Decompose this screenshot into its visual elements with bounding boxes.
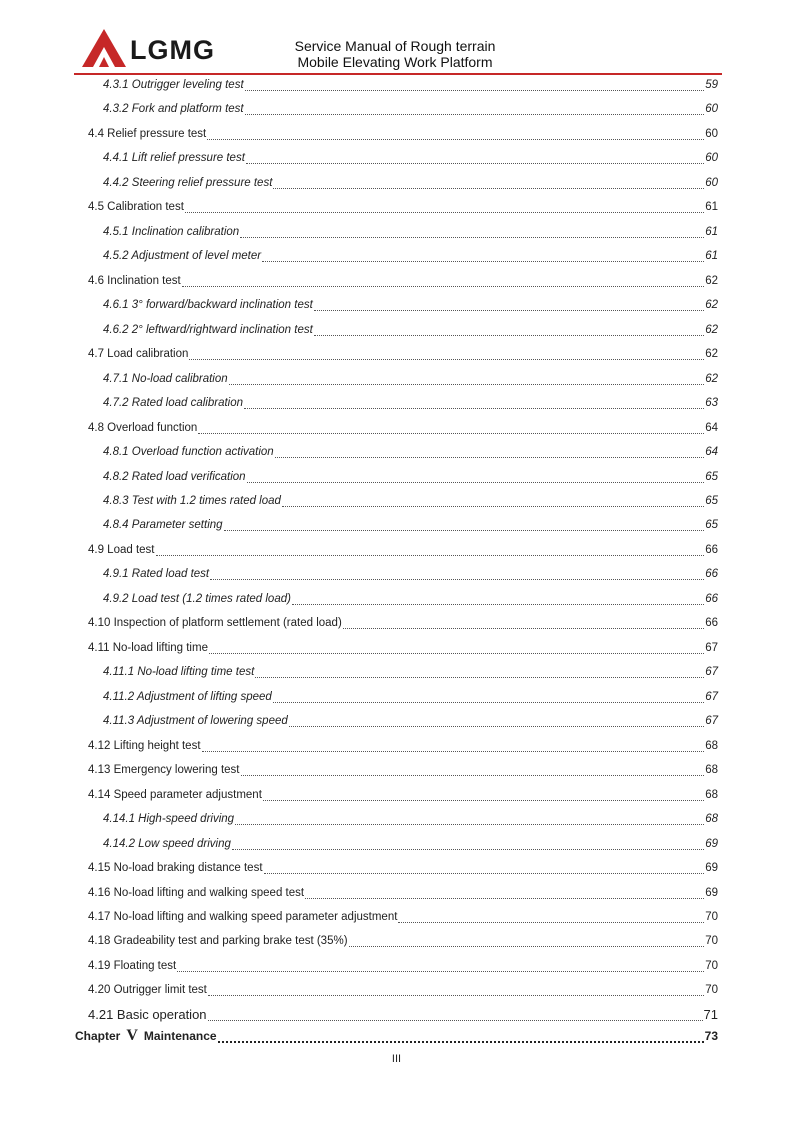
toc-entry[interactable] — [88, 739, 718, 753]
toc-page-number: 69 — [705, 837, 718, 850]
toc-leader-dots — [177, 962, 704, 972]
toc-leader-dots — [156, 546, 705, 556]
toc-entry[interactable] — [88, 543, 718, 557]
toc-entry-title: 4.11.3 Adjustment of lowering speed — [103, 715, 288, 728]
toc-page-number: 67 — [705, 715, 718, 728]
toc-entry[interactable] — [103, 372, 718, 386]
toc-entry-title: 4.13 Emergency lowering test — [88, 764, 240, 777]
toc-page-number: 61 — [705, 250, 718, 263]
toc-page-number: 66 — [705, 568, 718, 581]
toc-entry-title: 4.6.2 2° leftward/rightward inclination test — [103, 323, 313, 336]
toc-entry-title: 4.8.2 Rated load verification — [103, 470, 246, 483]
toc-leader-dots — [398, 913, 704, 923]
toc-page-number: 68 — [705, 788, 718, 801]
toc-entry[interactable] — [88, 763, 718, 777]
toc-entry-title: 4.3.1 Outrigger leveling test — [103, 79, 244, 91]
toc-leader-dots — [232, 840, 704, 850]
toc-entry-title: 4.5.1 Inclination calibration — [103, 225, 240, 238]
toc-entry[interactable] — [103, 176, 718, 190]
toc-entry-title: 4.5.2 Adjustment of level meter — [103, 250, 262, 263]
toc-entry-title: 4.19 Floating test — [88, 959, 177, 972]
toc-entry-title: 4.4.1 Lift relief pressure test — [103, 152, 245, 165]
toc-chapter-entry[interactable] — [75, 1029, 718, 1043]
toc-leader-dots — [244, 399, 704, 409]
toc-entry[interactable] — [103, 323, 718, 337]
toc-entry[interactable] — [103, 445, 718, 459]
toc-leader-dots — [247, 473, 705, 483]
toc-entry-title: 4.9.2 Load test (1.2 times rated load) — [103, 592, 291, 605]
toc-entry-title: 4.16 No-load lifting and walking speed test — [88, 886, 305, 899]
toc-page-number: 63 — [705, 397, 718, 410]
toc-leader-dots — [202, 742, 705, 752]
toc-entry-title: 4.3.2 Fork and platform test — [103, 103, 244, 116]
toc-entry-title: 4.9.1 Rated load test — [103, 568, 210, 581]
toc-page-number: 65 — [705, 519, 718, 532]
toc-page-number: 70 — [705, 935, 718, 948]
toc-entry-title: 4.8.4 Parameter setting — [103, 519, 223, 532]
toc-page-number: 64 — [705, 421, 718, 434]
toc-leader-dots — [314, 326, 704, 336]
toc-entry[interactable] — [103, 249, 718, 263]
toc-page-number: 61 — [705, 225, 718, 238]
toc-entry-title: 4.7.1 No-load calibration — [103, 372, 228, 385]
toc-page-number: 65 — [705, 494, 718, 507]
toc-page-number: 61 — [705, 201, 718, 214]
toc-entry-title: 4.21 Basic operation — [88, 1006, 207, 1022]
toc-entry[interactable] — [88, 983, 718, 997]
toc-entry[interactable] — [103, 470, 718, 484]
toc-entry[interactable] — [103, 494, 718, 508]
toc-page-number: 69 — [705, 886, 718, 899]
toc-entry[interactable] — [103, 102, 718, 116]
toc-page-number: 70 — [705, 959, 718, 972]
toc-leader-dots — [198, 424, 704, 434]
toc-leader-dots — [229, 375, 705, 385]
toc-leader-dots — [314, 301, 704, 311]
toc-entry-title: 4.20 Outrigger limit test — [88, 984, 207, 997]
toc-leader-dots — [343, 619, 704, 629]
toc-page-number: 66 — [705, 543, 718, 556]
toc-entry-title: 4.11.2 Adjustment of lifting speed — [103, 690, 272, 703]
toc-leader-dots — [349, 937, 705, 947]
toc-entry[interactable] — [88, 934, 718, 948]
toc-page-number: 60 — [705, 152, 718, 165]
toc-leader-dots — [240, 228, 704, 238]
toc-entry-title: 4.9 Load test — [88, 543, 155, 556]
toc-leader-dots — [208, 1011, 703, 1021]
toc-entry[interactable] — [88, 788, 718, 802]
toc-leader-dots — [210, 570, 704, 580]
toc-page-number: 60 — [705, 176, 718, 189]
toc-entry-title: 4.7 Load calibration — [88, 348, 189, 361]
toc-page-number: 62 — [705, 299, 718, 312]
toc-page-number: 69 — [705, 862, 718, 875]
toc-entry[interactable] — [103, 837, 718, 851]
toc-page-number: 62 — [705, 348, 718, 361]
toc-entry[interactable] — [88, 910, 718, 924]
toc-entry[interactable] — [103, 298, 718, 312]
toc-entry-title: 4.6.1 3° forward/backward inclination test — [103, 299, 313, 312]
toc-page-number: 62 — [705, 372, 718, 385]
toc-entry[interactable] — [103, 665, 718, 679]
toc-page-number: 70 — [705, 984, 718, 997]
toc-leader-dots — [263, 791, 704, 801]
toc-page-number: 59 — [705, 79, 718, 91]
toc-entry[interactable] — [103, 812, 718, 826]
toc-entry-title: 4.5 Calibration test — [88, 201, 184, 214]
toc-entry[interactable] — [88, 641, 718, 655]
toc-leader-dots — [275, 448, 705, 458]
toc-entry[interactable] — [103, 78, 718, 92]
toc-leader-dots — [282, 497, 704, 507]
toc-leader-dots — [208, 986, 704, 996]
toc-entry[interactable] — [103, 714, 718, 728]
toc-entry[interactable] — [88, 274, 718, 288]
toc-entry-title: 4.7.2 Rated load calibration — [103, 397, 244, 410]
toc-entry[interactable] — [88, 616, 718, 630]
toc-page-number: 67 — [705, 690, 718, 703]
toc-leader-dots — [262, 252, 704, 262]
toc-entry-title: 4.18 Gradeability test and parking brake test (35%) — [88, 935, 348, 948]
toc-entry[interactable] — [88, 861, 718, 875]
toc-entry-title: 4.12 Lifting height test — [88, 739, 201, 752]
toc-entry[interactable] — [103, 518, 718, 532]
toc-entry-title: 4.4 Relief pressure test — [88, 127, 207, 140]
toc-leader-dots — [245, 81, 705, 91]
toc-page-number: 73 — [704, 1029, 718, 1043]
lgmg-logo — [80, 27, 230, 71]
toc-page-number: 67 — [705, 666, 718, 679]
toc-page-number: 71 — [703, 1006, 718, 1022]
toc-entry[interactable] — [103, 151, 718, 165]
toc-entry[interactable] — [88, 127, 718, 141]
toc-entry-title: 4.14.2 Low speed driving — [103, 837, 231, 850]
toc-entry[interactable] — [88, 1008, 718, 1022]
toc-leader-dots — [305, 889, 704, 899]
toc-page-number: 62 — [705, 323, 718, 336]
toc-leader-dots — [209, 644, 704, 654]
toc-leader-dots — [246, 154, 704, 164]
toc-entry-title: 4.10 Inspection of platform settlement (rated load) — [88, 617, 342, 630]
toc-leader-dots — [182, 277, 705, 287]
toc-leader-dots — [235, 815, 704, 825]
toc-entry-title: 4.6 Inclination test — [88, 274, 181, 287]
toc-page-number: 66 — [705, 617, 718, 630]
toc-leader-dots — [218, 1032, 704, 1043]
toc-entry[interactable] — [88, 421, 718, 435]
toc-entry[interactable] — [88, 200, 718, 214]
toc-page-number: 68 — [705, 813, 718, 826]
toc-entry[interactable] — [88, 959, 718, 973]
toc-entry-title: 4.14 Speed parameter adjustment — [88, 788, 262, 801]
toc-entry-title: 4.4.2 Steering relief pressure test — [103, 176, 273, 189]
toc-leader-dots — [241, 766, 705, 776]
toc-entry[interactable] — [103, 690, 718, 704]
manual-title — [250, 38, 540, 70]
toc-leader-dots — [264, 864, 705, 874]
toc-entry[interactable] — [88, 886, 718, 900]
toc-page-number: 68 — [705, 739, 718, 752]
toc-page-number: 67 — [705, 641, 718, 654]
toc-page-number: 65 — [705, 470, 718, 483]
manual-title-line-1: Service Manual of Rough terrain — [294, 38, 496, 54]
toc-entry[interactable] — [103, 567, 718, 581]
toc-leader-dots — [207, 130, 704, 140]
toc-page-number: 68 — [705, 764, 718, 777]
page-number: III — [391, 1053, 402, 1065]
toc-entry-title: 4.17 No-load lifting and walking speed parameter adjustment — [88, 910, 398, 923]
chapter-label: Chapter V Maintenance — [75, 1027, 217, 1044]
toc-leader-dots — [185, 203, 704, 213]
logo-text: LGMG — [130, 35, 215, 65]
toc-leader-dots — [224, 521, 705, 531]
toc-leader-dots — [255, 668, 704, 678]
toc-entry[interactable] — [103, 396, 718, 410]
toc-entry-title: 4.14.1 High-speed driving — [103, 813, 235, 826]
toc-leader-dots — [292, 595, 704, 605]
toc-entry-title: 4.15 No-load braking distance test — [88, 862, 263, 875]
toc-page-number: 70 — [705, 910, 718, 923]
toc-page-number: 62 — [705, 274, 718, 287]
toc-entry[interactable] — [103, 225, 718, 239]
toc-entry-title: 4.8.1 Overload function activation — [103, 446, 274, 459]
toc-page-number: 60 — [705, 103, 718, 116]
toc-leader-dots — [245, 105, 705, 115]
toc-leader-dots — [273, 179, 704, 189]
toc-entry[interactable] — [88, 347, 718, 361]
toc-entry-title: 4.8 Overload function — [88, 421, 198, 434]
toc-page-number: 66 — [705, 592, 718, 605]
toc-entry-title: 4.8.3 Test with 1.2 times rated load — [103, 494, 281, 507]
header-divider — [74, 73, 722, 75]
page-header — [0, 0, 793, 80]
toc-page-number: 64 — [705, 446, 718, 459]
manual-title-line-2: Mobile Elevating Work Platform — [297, 54, 493, 70]
toc-page-number: 60 — [705, 127, 718, 140]
toc-entry-title: 4.11.1 No-load lifting time test — [103, 666, 255, 679]
toc-leader-dots — [273, 693, 704, 703]
toc-leader-dots — [289, 717, 704, 727]
toc-leader-dots — [189, 350, 704, 360]
toc-entry[interactable] — [103, 592, 718, 606]
toc-entry-title: 4.11 No-load lifting time — [88, 641, 208, 654]
